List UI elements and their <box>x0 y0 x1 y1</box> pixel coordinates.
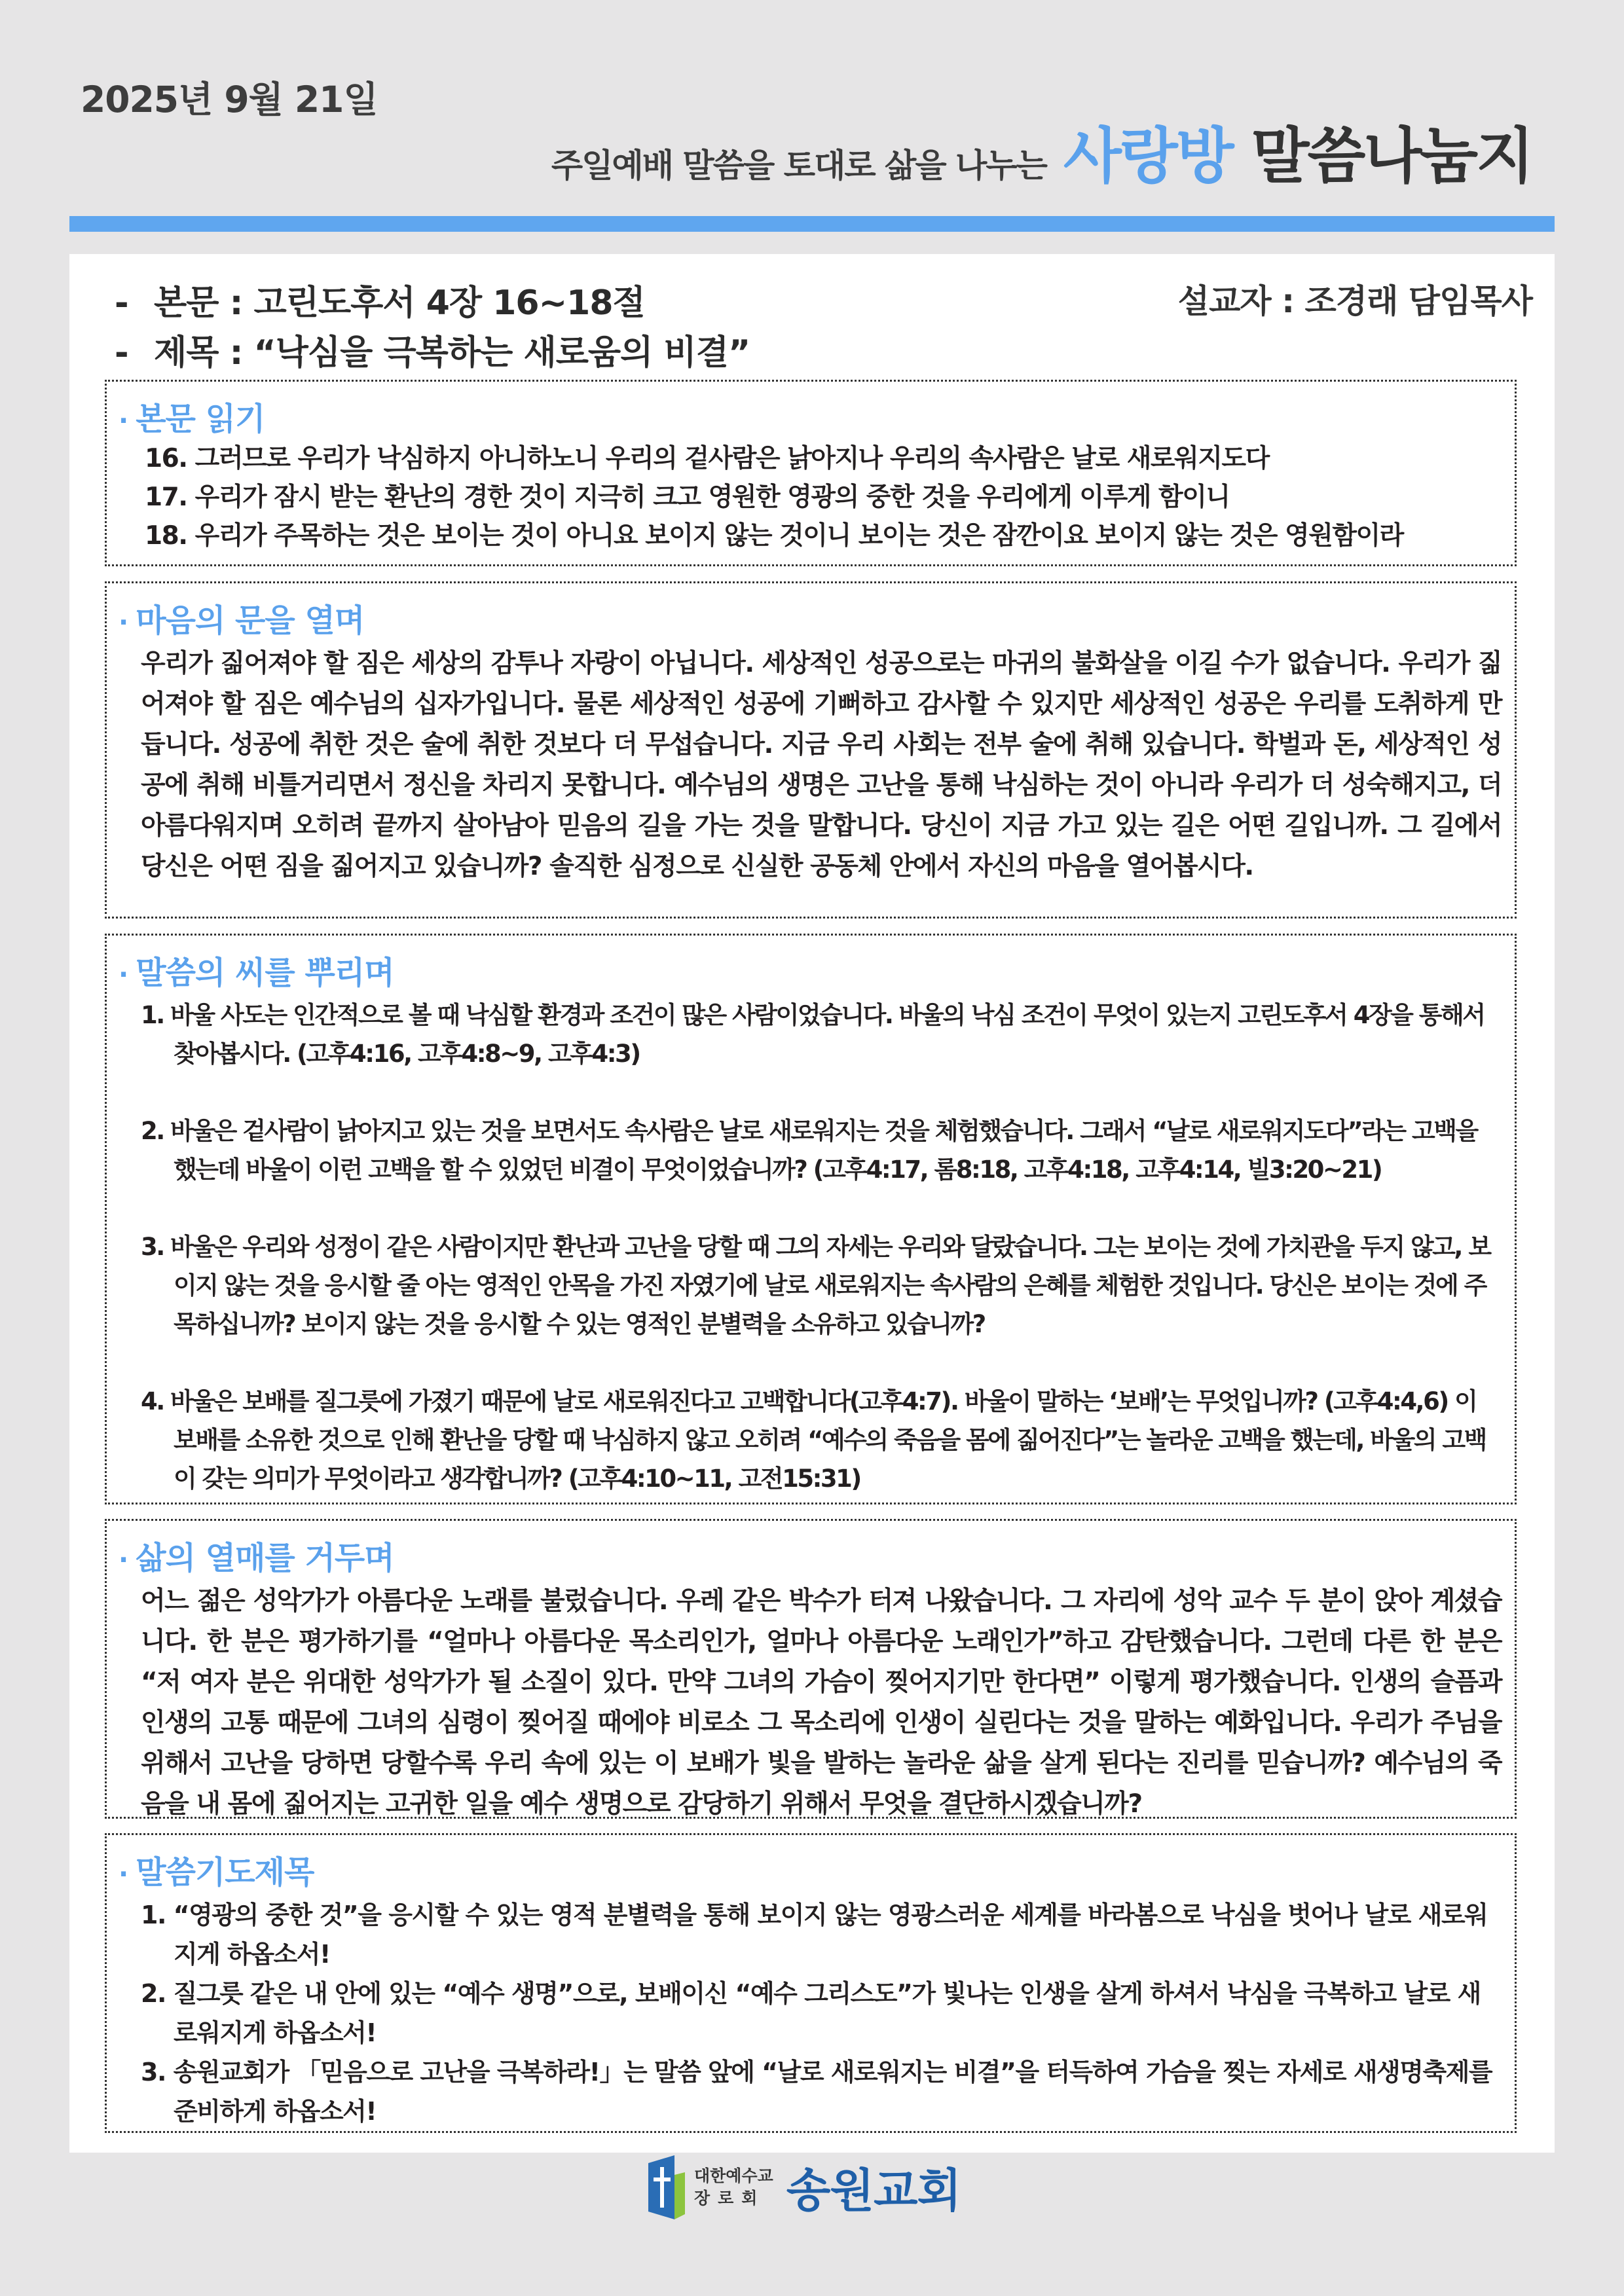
bullet-icon: · <box>119 960 128 990</box>
fruit-box <box>105 1519 1517 1819</box>
opening-box <box>105 581 1517 919</box>
prayer-item: 3. 송원교회가 「믿음으로 고난을 극복하라!」는 말씀 앞에 “날로 새로워지는 비결”을 터득하여 가슴을 찢는 자세로 새생명축제를 준비하게 하옵소서! <box>141 2058 1492 2126</box>
scripture-text: 본문 : 고린도후서 4장 16~18절 <box>154 283 645 323</box>
section-heading-text: 말씀기도제목 <box>136 1854 314 1891</box>
seed-box <box>105 934 1517 1504</box>
bullet-icon: · <box>119 1859 128 1889</box>
dash: - <box>115 283 128 323</box>
scripture-line <box>115 275 645 324</box>
prayer-item: 1. “영광의 중한 것”을 응시할 수 있는 영적 분별력을 통해 보이지 않는 영광스러운 세계를 바라봄으로 낙심을 벗어나 날로 새로워지게 하옵소서! <box>141 1901 1488 1969</box>
page-title-accent: 사랑방 <box>1063 121 1232 191</box>
verse-list <box>145 439 1403 555</box>
verse-line: 18. 우리가 주목하는 것은 보이는 것이 아니요 보이지 않는 것이니 보이는 것은 잠깐이요 보이지 않는 것은 영원함이라 <box>145 521 1403 551</box>
bullet-icon: · <box>119 406 128 436</box>
footer-org-line2: 장로회 <box>694 2188 766 2208</box>
section-heading-text: 말씀의 씨를 뿌리며 <box>136 955 394 991</box>
section-heading-text: 마음의 문을 열며 <box>136 602 365 639</box>
bullet-icon: · <box>119 608 128 638</box>
page-title <box>551 108 1532 194</box>
page-subtitle: 주일예배 말씀을 토대로 삶을 나누는 <box>551 147 1046 185</box>
question-item: 3. 바울은 우리와 성정이 같은 사람이지만 환난과 고난을 당할 때 그의 자세는 우리와 달랐습니다. 그는 보이는 것에 가치관을 두지 않고, 보이지 않는 것을 응시할 줄 아는 영적인 안목을 가진 자였기에 날로 새로워지는 속사람의 은혜를 체험한 것입니다. 당신은 보이는 것에 주목하십니까? 보이지 않는 것을 응시할 수 있는 영적인 분별력을 소유하고 있습니까? <box>141 1233 1490 1338</box>
question-list <box>141 996 1502 1537</box>
prayer-box <box>105 1833 1517 2133</box>
fruit-paragraph: 어느 젊은 성악가가 아름다운 노래를 불렀습니다. 우레 같은 박수가 터져 나왔습니다. 그 자리에 성악 교수 두 분이 앉아 계셨습니다. 한 분은 평가하기를 “얼마나 아름다운 목소리인가, 얼마나 아름다운 노래인가”하고 감탄했습니다. 그런데 다른 한 분은 “저 여자 분은 위대한 성악가가 될 소질이 있다. 만약 그녀의 가슴이 찢어지기만 한다면” 이렇게 평가했습니다. 인생의 슬픔과 인생의 고통 때문에 그녀의 심령이 찢어질 때에야 비로소 그 목소리에 인생이 실린다는 것을 말하는 예화입니다. 우리가 주님을 위해서 고난을 당하면 당할수록 우리 속에 있는 이 보배가 빛을 발하는 놀라운 삶을 살게 된다는 진리를 믿습니까? 예수님의 죽음을 내 몸에 짊어지는 고귀한 일을 예수 생명으로 감당하기 위해서 무엇을 결단하시겠습니까? <box>141 1586 1502 1819</box>
header-divider-bar <box>69 216 1555 232</box>
dash: - <box>115 333 128 373</box>
page-title-main <box>1063 108 1532 194</box>
section-heading-text: 삶의 열매를 거두며 <box>136 1540 394 1576</box>
opening-paragraph: 우리가 짊어져야 할 짐은 세상의 감투나 자랑이 아닙니다. 세상적인 성공으로는 마귀의 불화살을 이길 수가 없습니다. 우리가 짊어져야 할 짐은 예수님의 십자가입니다. 물론 세상적인 성공에 기뻐하고 감사할 수 있지만 세상적인 성공은 우리를 도취하게 만듭니다. 성공에 취한 것은 술에 취한 것보다 더 무섭습니다. 지금 우리 사회는 전부 술에 취해 있습니다. 학벌과 돈, 세상적인 성공에 취해 비틀거리면서 정신을 차리지 못합니다. 예수님의 생명은 고난을 통해 낙심하는 것이 아니라 우리가 더 성숙해지고, 더 아름다워지며 오히려 끝까지 살아남아 믿음의 길을 가는 것을 말합니다. 당신이 지금 가고 있는 길은 어떤 길입니까. 그 길에서 당신은 어떤 짐을 짊어지고 있습니까? 솔직한 심정으로 신실한 공동체 안에서 자신의 마음을 열어봅시다. <box>141 649 1502 881</box>
cross-logo-icon <box>648 2155 685 2219</box>
verse-line: 17. 우리가 잠시 받는 환난의 경한 것이 지극히 크고 영원한 영광의 중한 것을 우리에게 이루게 함이니 <box>145 483 1230 512</box>
section-heading-text: 본문 읽기 <box>136 401 265 437</box>
section-heading <box>119 595 364 640</box>
church-name: 송원교회 <box>786 2164 961 2217</box>
sermon-title-text: 제목 : “낙심을 극복하는 새로움의 비결” <box>154 333 750 373</box>
reading-box <box>105 380 1517 566</box>
section-heading <box>119 1847 314 1892</box>
prayer-list <box>141 1895 1500 2131</box>
preacher: 설교자 : 조경래 담임목사 <box>1177 282 1532 320</box>
page-title-rest: 말씀나눔지 <box>1251 121 1532 191</box>
date: 2025년 9월 21일 <box>81 79 378 120</box>
prayer-item: 2. 질그릇 같은 내 안에 있는 “예수 생명”으로, 보배이신 “예수 그리스도”가 빛나는 인생을 살게 하셔서 낙심을 극복하고 날로 새로워지게 하옵소서! <box>141 1979 1481 2047</box>
question-item: 1. 바울 사도는 인간적으로 볼 때 낙심할 환경과 조건이 많은 사람이었습니다. 바울의 낙심 조건이 무엇이 있는지 고린도후서 4장을 통해서 찾아봅시다. (고후4:16, 고후4:8~9, 고후4:3) <box>141 1001 1485 1068</box>
verse-line: 16. 그러므로 우리가 낙심하지 아니하노니 우리의 겉사람은 낡아지나 우리의 속사람은 날로 새로워지도다 <box>145 444 1269 473</box>
sermon-title-line <box>115 325 750 374</box>
footer-org-line1: 대한예수교 <box>694 2166 773 2185</box>
footer-logo <box>648 2154 961 2220</box>
footer-org <box>694 2165 773 2210</box>
question-item: 4. 바울은 보배를 질그릇에 가졌기 때문에 날로 새로워진다고 고백합니다(고후4:7). 바울이 말하는 ‘보배’는 무엇입니까? (고후4:4,6) 이 보배를 소유한 것으로 인해 환난을 당할 때 낙심하지 않고 오히려 “예수의 죽음을 몸에 짊어진다”는 놀라운 고백을 했는데, 바울의 고백이 갖는 의미가 무엇이라고 생각합니까? (고후4:10~11, 고전15:31) <box>141 1387 1486 1493</box>
section-heading <box>119 947 394 993</box>
section-heading <box>119 393 265 439</box>
section-heading <box>119 1533 394 1578</box>
bullet-icon: · <box>119 1545 128 1575</box>
question-item: 2. 바울은 겉사람이 낡아지고 있는 것을 보면서도 속사람은 날로 새로워지는 것을 체험했습니다. 그래서 “날로 새로워지도다”라는 고백을 했는데 바울이 이런 고백을 할 수 있었던 비결이 무엇이었습니까? (고후4:17, 롬8:18, 고후4:18, 고후4:14, 빌3:20~21) <box>141 1117 1477 1184</box>
